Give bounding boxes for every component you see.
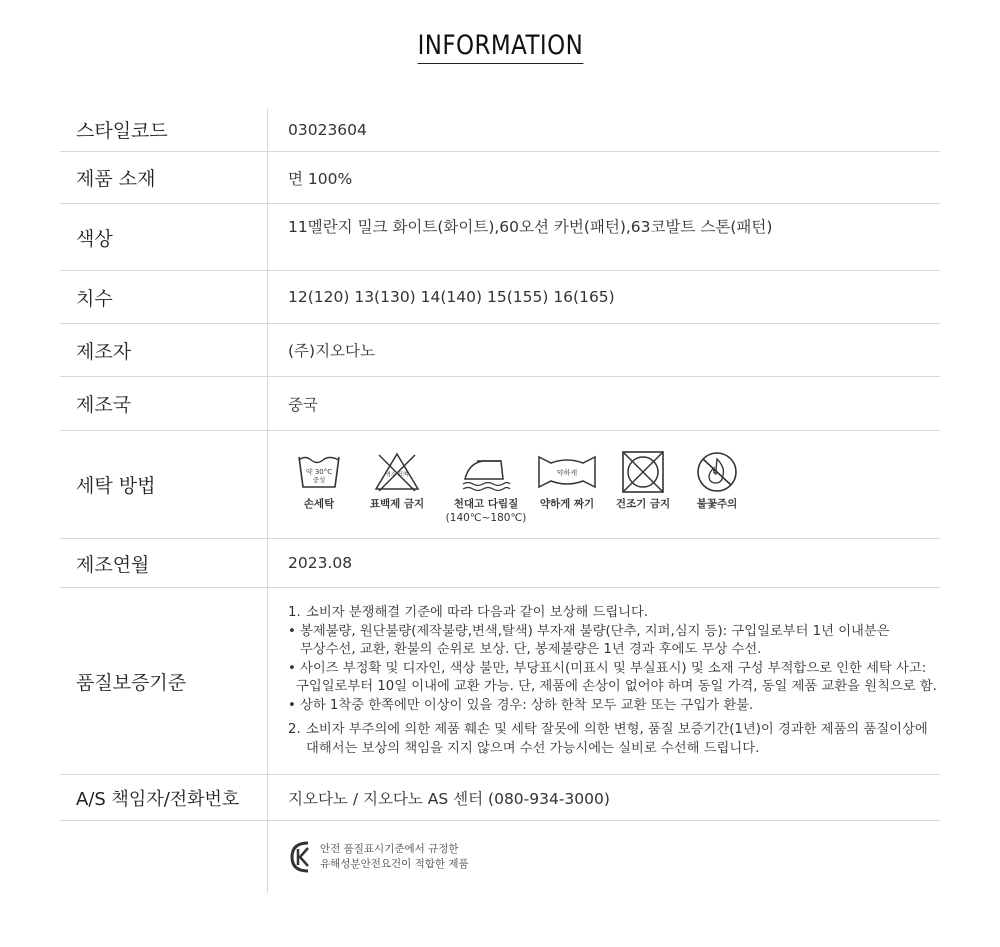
wash-detergent-text: 중성 [312,476,326,484]
wash-item [284,451,354,511]
bullet: • [288,697,296,713]
title-wrap [0,30,1000,64]
wash-caption: 불꽃주의 [696,498,738,510]
row-label: 제품 소재 [60,152,268,203]
row-label: 치수 [60,271,268,323]
quality-bullet-line: 상하 1착중 한쪽에만 이상이 있을 경우: 상하 한착 모두 교환 또는 구입가 환불. [300,697,754,713]
row-label: 세탁 방법 [60,431,268,538]
kc-text-line: 유해성분안전요건이 적합한 제품 [320,858,469,870]
row-label: 제조국 [60,377,268,430]
row-value: 03023604 [288,120,367,139]
hand-wash-icon [296,451,342,493]
row-quality [60,588,940,775]
kc-text-line: 안전 품질표시기준에서 규정한 [320,843,459,855]
quality-bullet-line: 사이즈 부정확 및 디자인, 색상 불만, 부당표시(미표시 및 부실표시) 및 소재 구성 부적합으로 인한 세탁 사고: [300,660,927,676]
wash-item [445,451,527,525]
wash-caption: 천대고 다림질 [453,498,519,510]
row-maker [60,324,940,377]
wash-temp-text: 약 30°C [305,468,333,476]
gentle-wring-icon [537,451,597,493]
list-number: 1. [288,605,301,620]
wash-item [362,451,432,511]
row-material [60,152,940,204]
wash-caption-sub: (140℃~180℃) [445,512,527,524]
quality-item: 소비자 부주의에 의한 제품 훼손 및 세탁 잘못에 의한 변형, 품질 보증기간(1년)이 경과한 제품의 품질이상에 [306,722,928,737]
row-label: 제조연월 [60,539,268,587]
row-label-empty [60,821,268,893]
wash-caption: 손세탁 [303,498,335,510]
bullet: • [288,623,296,639]
row-kc [60,821,940,893]
no-flame-icon [695,451,739,493]
no-tumble-dry-icon [621,451,665,493]
row-value: 지오다노 / 지오다노 AS 센터 (080-934-3000) [288,789,610,808]
info-table [60,108,940,893]
quality-text [268,588,940,774]
row-country [60,377,940,431]
quality-item-line: 대해서는 보상의 책임을 지지 않으며 수선 가능시에는 실비로 수선해 드립니다. [306,740,760,756]
row-label: 품질보증기준 [60,588,268,774]
kc-mark-area [268,821,940,893]
wash-caption: 표백제 금지 [369,498,425,510]
kc-certification-icon [288,839,312,875]
row-value: 2023.08 [288,554,353,572]
row-color [60,204,940,271]
no-bleach-icon [373,451,421,493]
bullet: • [288,660,296,676]
quality-bullet-line: 무상수선, 교환, 환불의 순위로 보상. 단, 봉제불량은 1년 경과 후에도 무상 수선. [300,642,762,657]
row-date [60,539,940,588]
wash-caption: 건조기 금지 [615,498,671,510]
row-style-code [60,108,940,152]
list-number: 2. [288,722,301,737]
row-value: 면 100% [288,169,353,188]
wash-item [532,451,602,511]
row-value: 11멜란지 밀크 화이트(화이트),60오션 카번(패턴),63코발트 스톤(패턴) [288,218,773,236]
iron-cloth-icon [459,451,513,493]
row-value: (주)지오다노 [288,342,375,360]
wring-text: 약하게 [556,469,578,477]
row-label: 색상 [60,204,268,270]
wash-symbols [268,431,940,538]
row-size [60,271,940,324]
row-as [60,775,940,821]
page-title: INFORMATION [417,30,583,64]
bleach-text: 염소 표백 [385,472,409,478]
row-label: 제조자 [60,324,268,376]
row-label: 스타일코드 [60,108,268,151]
quality-bullet-line: 봉제불량, 원단불량(제작불량,변색,탈색) 부자재 불량(단추, 지퍼,심지 등): 구입일로부터 1년 이내분은 [300,623,890,639]
row-label: A/S 책임자/전화번호 [60,775,268,820]
quality-bullet-line: 구입일로부터 10일 이내에 교환 가능. 단, 제품에 손상이 없어야 하며 동일 가격, 동일 제품 교환을 원칙으로 함. [296,679,937,694]
wash-caption: 약하게 짜기 [539,498,595,510]
wash-item [682,451,752,511]
row-value: 중국 [288,395,318,414]
wash-item [608,451,678,511]
row-value: 12(120) 13(130) 14(140) 15(155) 16(165) [288,288,615,306]
quality-item: 소비자 분쟁해결 기준에 따라 다음과 같이 보상해 드립니다. [306,605,649,620]
row-wash [60,431,940,539]
